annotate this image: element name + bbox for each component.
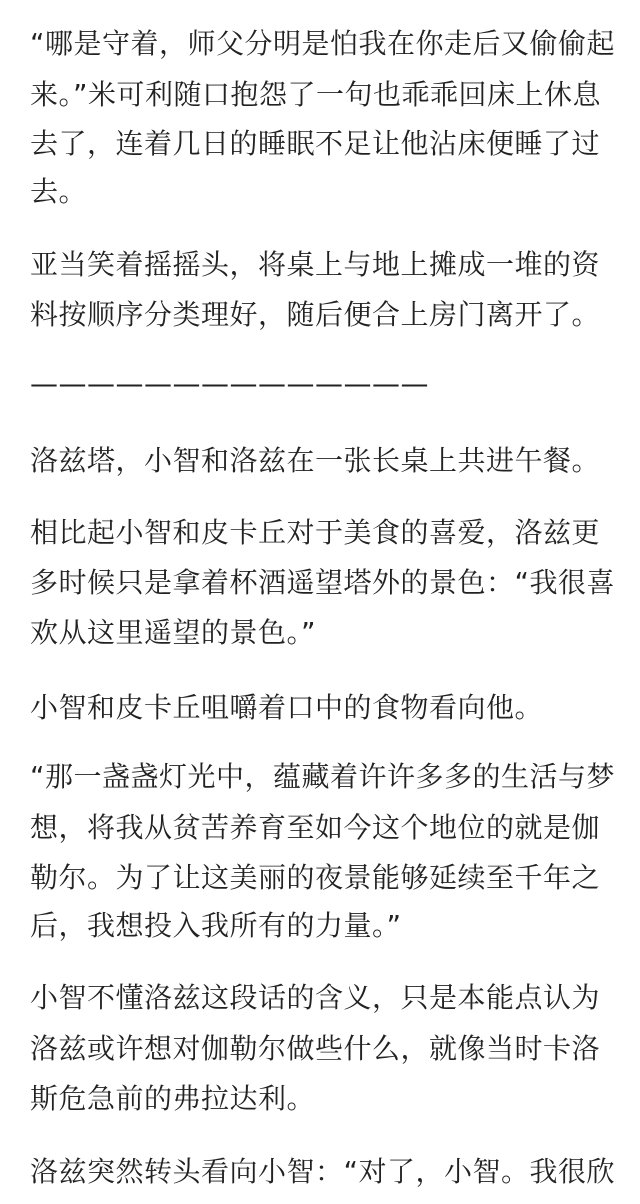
text-line: 后，我想投入我所有的力量。” bbox=[30, 909, 402, 942]
text-line: 想，将我从贫苦养育至如今这个地位的就是伽 bbox=[30, 811, 601, 844]
text-line: 相比起小智和皮卡丘对于美食的喜爱，洛兹更 bbox=[30, 516, 601, 549]
text-line: 洛兹或许想对伽勒尔做些什么，就像当时卡洛 bbox=[30, 1032, 601, 1065]
text-line: 来。”米可利随口抱怨了一句也乖乖回床上休息 bbox=[30, 78, 602, 111]
text-line: 去。 bbox=[30, 175, 88, 208]
text-line: “哪是守着，师父分明是怕我在你走后又偷偷起 bbox=[30, 27, 616, 60]
text-line: 多时候只是拿着杯酒遥望塔外的景色：“我很喜 bbox=[30, 566, 616, 599]
text-line: 去了，连着几日的睡眠不足让他沾床便睡了过 bbox=[30, 127, 601, 160]
text-line: “那一盏盏灯光中，蕴藏着许许多多的生活与梦 bbox=[30, 760, 616, 793]
text-line: 斯危急前的弗拉达利。 bbox=[30, 1082, 316, 1115]
text-line: 洛兹突然转头看向小智：“对了，小智。我很欣 bbox=[30, 1155, 616, 1188]
text-line: 欢从这里遥望的景色。” bbox=[30, 616, 317, 649]
text-line: 勒尔。为了让这美丽的夜景能够延续至千年之 bbox=[30, 861, 601, 894]
text-line: 亚当笑着摇摇头，将桌上与地上摊成一堆的资 bbox=[30, 248, 601, 281]
section-divider: —————————————— bbox=[30, 367, 429, 400]
text-line: 洛兹塔，小智和洛兹在一张长桌上共进午餐。 bbox=[30, 444, 601, 477]
text-line: 料按顺序分类理好，随后便合上房门离开了。 bbox=[30, 298, 601, 331]
text-line: 小智和皮卡丘咀嚼着口中的食物看向他。 bbox=[30, 691, 544, 724]
text-line: 小智不懂洛兹这段话的含义，只是本能点认为 bbox=[30, 981, 601, 1014]
